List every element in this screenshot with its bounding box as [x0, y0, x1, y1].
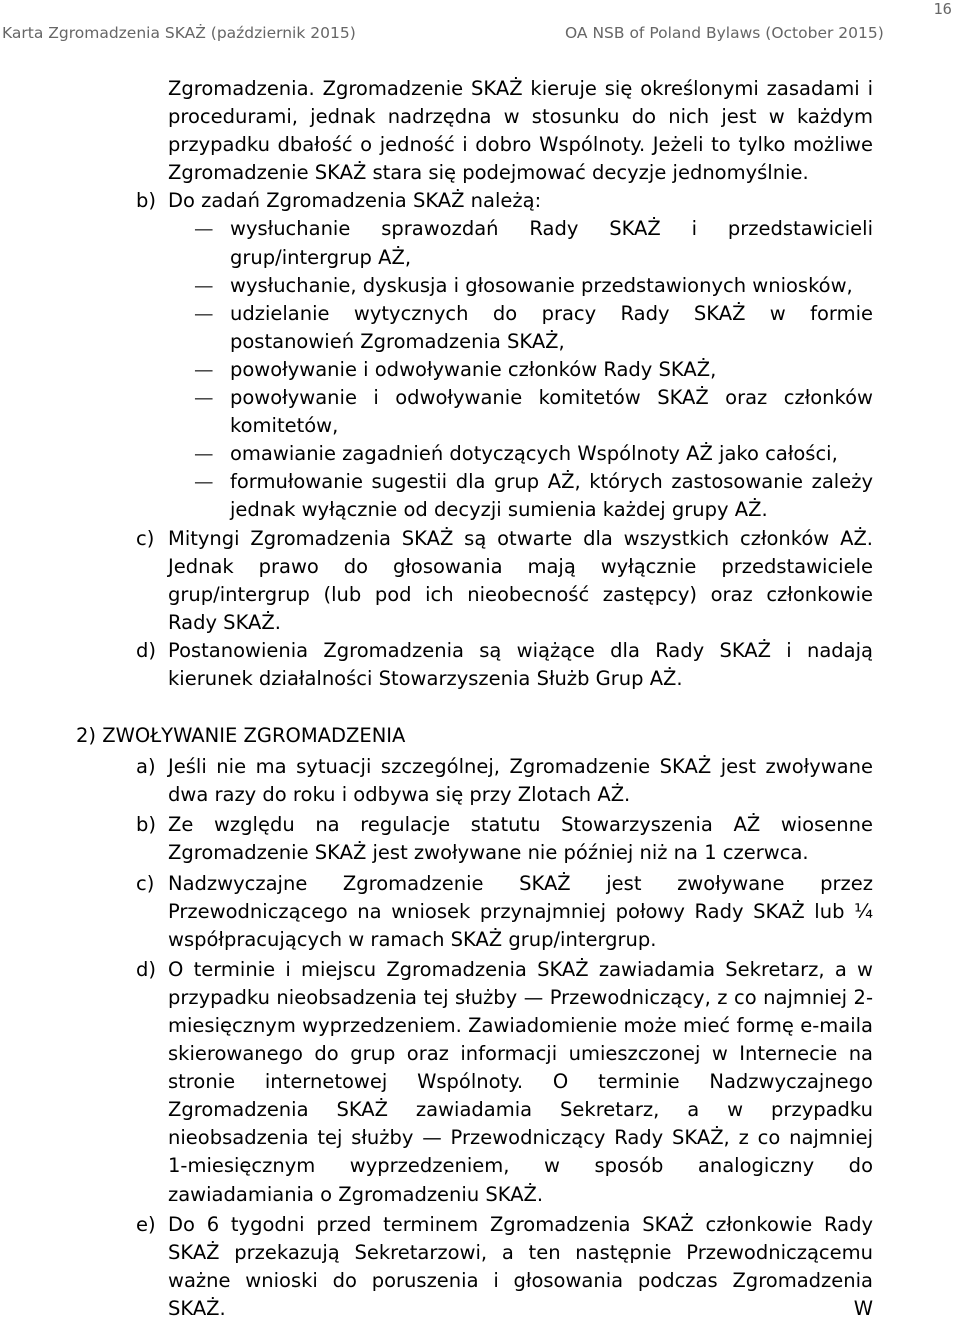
dash-item-text: omawianie zagadnień dotyczących Wspólnoty AŻ jako całości, — [230, 442, 838, 466]
dash-item-text: formułowanie sugestii dla grup AŻ, których zastosowanie zależy jednak wyłącznie od decyzji sumienia każdej grupy AŻ. — [230, 470, 873, 522]
dash-item-text: udzielanie wytycznych do pracy Rady SKAŻ w formie postanowień Zgromadzenia SKAŻ, — [230, 301, 873, 353]
item-text: Nadzwyczajne Zgromadzenie SKAŻ jest zwoływane przez Przewodniczącego na wniosek przynajmniej połowy Rady SKAŻ lub ¼ współpracujących w ramach SKAŻ grup/intergrup. — [168, 871, 873, 951]
dash-marker: — — [194, 301, 214, 325]
list-item-d — [76, 637, 873, 693]
dash-list — [76, 215, 873, 524]
dash-item-text: powoływanie i odwoływanie komitetów SKAŻ oraz członków komitetów, — [230, 386, 873, 438]
list-item — [76, 870, 873, 954]
dash-marker: — — [194, 273, 214, 297]
section-heading: 2) ZWOŁYWANIE ZGROMADZENIA — [76, 724, 406, 748]
running-header-left: Karta Zgromadzenia SKAŻ (październik 2015) — [2, 24, 356, 42]
dash-list-item — [76, 440, 873, 468]
item-text: Jeśli nie ma sytuacji szczególnej, Zgromadzenie SKAŻ jest zwoływane dwa razy do roku i odbywa się przy Zlotach AŻ. — [168, 755, 873, 807]
dash-marker: — — [194, 470, 214, 494]
item-label: a) — [136, 755, 156, 779]
dash-marker: — — [194, 357, 214, 381]
dash-item-text: powoływanie i odwoływanie członków Rady SKAŻ, — [230, 357, 717, 381]
dash-list-item — [76, 356, 873, 384]
dash-list-item — [76, 300, 873, 356]
dash-marker: — — [194, 442, 214, 466]
dash-list-item — [76, 215, 873, 271]
running-header-right: OA NSB of Poland Bylaws (October 2015) — [565, 24, 884, 42]
item-text: O terminie i miejscu Zgromadzenia SKAŻ zawiadamia Sekretarz, a w przypadku nieobsadzenia tej służby — Przewodniczący, z co najmniej 2-miesięcznym wyprzedzeniem. Zawiadomienie może mieć formę e-maila skierowanego do grup oraz informacji umieszczonej w Internecie na stronie internetowej Wspólnoty. O terminie Nadzwyczajnego Zgromadzenia SKAŻ zawiadamia Sekretarz, a w przypadku nieobsadzenia tej służby — Przewodniczący Rady SKAŻ, z co najmniej 1-miesięcznym wyprzedzeniem, w sposób analogiczny do zawiadamiania o Zgromadzeniu SKAŻ. — [168, 957, 873, 1206]
item-text: Ze względu na regulacje statutu Stowarzyszenia AŻ wiosenne Zgromadzenie SKAŻ jest zwoływane nie później niż na 1 czerwca. — [168, 813, 873, 865]
dash-marker: — — [194, 217, 214, 241]
dash-list-item — [76, 272, 873, 300]
document-body — [76, 75, 873, 1325]
item-label: e) — [136, 1212, 156, 1236]
item-label: b) — [136, 813, 156, 837]
item-text: Mityngi Zgromadzenia SKAŻ są otwarte dla wszystkich członków AŻ. Jednak prawo do głosowania mają wyłącznie przedstawiciele grup/intergrup (lub pod ich nieobecność zastępcy) oraz członkowie Rady SKAŻ. — [168, 526, 873, 634]
list-item — [76, 956, 873, 1209]
item-text: Postanowienia Zgromadzenia są wiążące dla Rady SKAŻ i nadają kierunek działalności Stowarzyszenia Służb Grup AŻ. — [168, 638, 873, 690]
list-item-c — [76, 525, 873, 637]
dash-item-text: wysłuchanie sprawozdań Rady SKAŻ i przedstawicieli grup/intergrup AŻ, — [230, 217, 873, 269]
list-item — [76, 811, 873, 867]
item-label: d) — [136, 957, 156, 981]
dash-item-text: wysłuchanie, dyskusja i głosowanie przedstawionych wniosków, — [230, 273, 853, 297]
dash-list-item — [76, 384, 873, 440]
item-text: Do zadań Zgromadzenia SKAŻ należą: — [168, 189, 542, 213]
item-label: d) — [136, 638, 156, 662]
item-label: b) — [136, 189, 156, 213]
item-label: c) — [136, 526, 155, 550]
section-2-list — [76, 753, 873, 1323]
continuation-paragraph: Zgromadzenia. Zgromadzenie SKAŻ kieruje się określonymi zasadami i procedurami, jednak nadrzędna w stosunku do nich jest w każdym przypadku dbałość o jedność i dobro Wspólnoty. Jeżeli to tylko możliwe Zgromadzenie SKAŻ stara się podejmować decyzje jednomyślnie. — [168, 77, 873, 185]
page-number: 16 — [933, 0, 952, 18]
list-item — [76, 1211, 873, 1323]
item-text: Do 6 tygodni przed terminem Zgromadzenia SKAŻ członkowie Rady SKAŻ przekazują Sekretarzowi, a ten następnie Przewodniczącemu ważne wnioski do poruszenia i głosowania podczas Zgromadzenia SKAŻ. W — [168, 1212, 873, 1320]
dash-marker: — — [194, 386, 214, 410]
list-item-b — [76, 187, 873, 215]
item-label: c) — [136, 871, 155, 895]
dash-list-item — [76, 468, 873, 524]
list-item — [76, 753, 873, 809]
